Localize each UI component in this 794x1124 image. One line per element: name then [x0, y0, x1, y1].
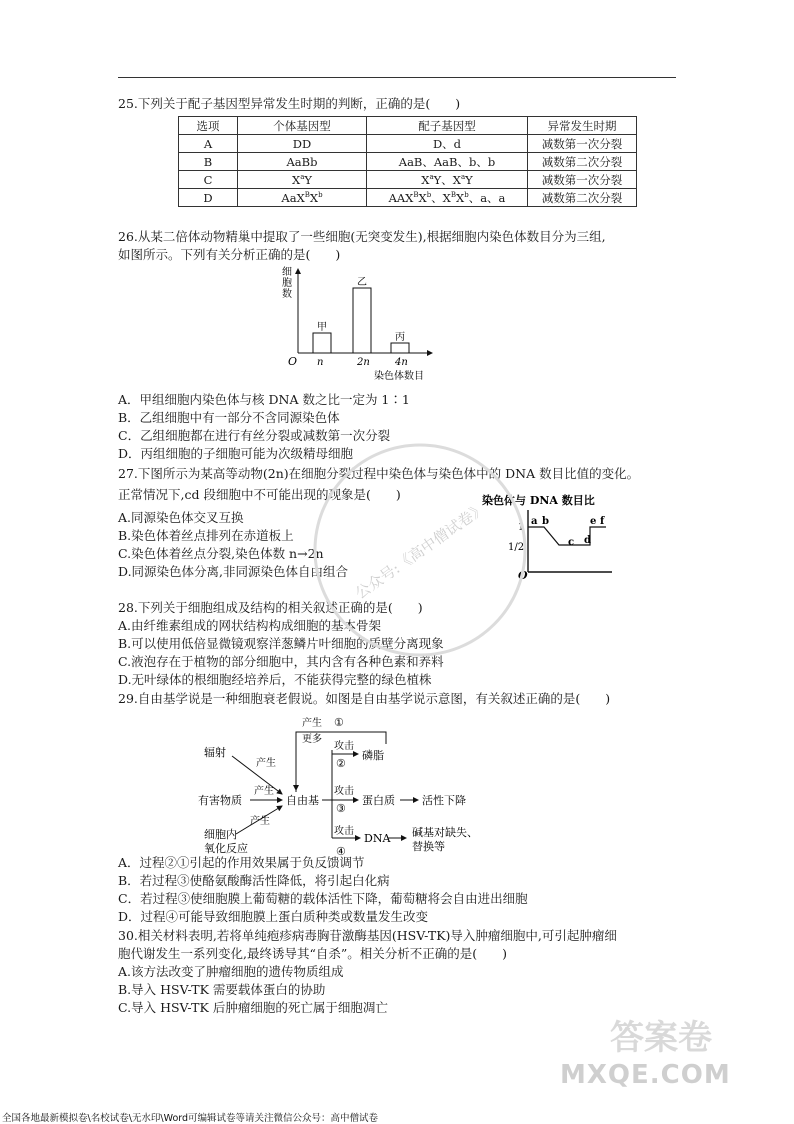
- target-phospholipid: 磷脂: [362, 749, 384, 762]
- q28-option-a: A.由纤维素组成的网状结构构成细胞的基本骨架: [118, 618, 382, 633]
- q30-stem-line2: 胞代谢发生一系列变化,最终诱导其“自杀”。相关分析不正确的是( ): [118, 946, 508, 961]
- q28-option-b: B.可以使用低倍显微镜观察洋葱鳞片叶细胞的质壁分离现象: [118, 636, 444, 651]
- table-cell: AaBb: [238, 153, 367, 171]
- q28-option-c: C.液泡存在于植物的部分细胞中，其内含有各种色素和养料: [118, 654, 444, 669]
- label-attack-1: 攻击: [334, 741, 354, 752]
- point-f: f: [600, 516, 605, 527]
- bar-2n: [353, 288, 371, 353]
- label-produce-3: 产生: [250, 816, 270, 827]
- q28-option-d: D.无叶绿体的根细胞经培养后，不能获得完整的绿色植株: [118, 672, 432, 687]
- point-b: b: [542, 516, 549, 527]
- table-header: 个体基因型: [238, 117, 367, 135]
- q26-option-b: B．乙组细胞中有一部分不含同源染色体: [118, 410, 340, 425]
- table-cell: $X^aY$: [238, 171, 367, 189]
- result-dna-2: 替换等: [412, 840, 445, 853]
- q27-option-c: C.染色体着丝点分裂,染色体数 n→2n: [118, 546, 324, 561]
- table-row: [179, 153, 637, 171]
- q26-option-a: A．甲组细胞内染色体与核 DNA 数之比一定为 1∶1: [118, 392, 410, 407]
- q29-option-c: C．若过程③使细胞膜上葡萄糖的载体活性下降，葡萄糖将会自由进出细胞: [118, 891, 528, 906]
- y-tick-half: 1/2: [508, 542, 525, 553]
- bar-label: 乙: [357, 277, 367, 288]
- source-radiation: 辐射: [204, 746, 226, 759]
- q30-option-a: A.该方法改变了肿瘤细胞的遗传物质组成: [118, 964, 344, 979]
- table-cell: C: [179, 171, 238, 189]
- table-cell: B: [179, 153, 238, 171]
- seal-text: 公众号:《高中僧试卷》: [351, 498, 490, 603]
- x-tick-label: n: [317, 357, 324, 368]
- site-watermark: MXQE.COM: [560, 1060, 731, 1090]
- point-c: c: [568, 537, 575, 548]
- x-axis-label: 染色体数目: [374, 371, 424, 382]
- q27-option-a: A.同源染色体交叉互换: [118, 510, 244, 525]
- target-protein: 蛋白质: [362, 794, 395, 807]
- source-oxidation-1: 细胞内: [204, 828, 237, 841]
- origin-label: O: [288, 355, 298, 368]
- label-produce-top: 产生: [302, 718, 322, 729]
- step-2: ②: [336, 757, 346, 770]
- point-a: a: [531, 516, 538, 527]
- bar-n: [313, 333, 331, 353]
- label-attack-2: 攻击: [334, 786, 354, 797]
- table-cell: D: [179, 189, 238, 207]
- result-dna-1: 碱基对缺失、: [412, 826, 478, 839]
- table-cell: 减数第二次分裂: [528, 153, 637, 171]
- bar-label: 甲: [317, 322, 327, 333]
- table-header: 异常发生时期: [528, 117, 637, 135]
- step-1: ①: [334, 716, 344, 729]
- source-oxidation-2: 氧化反应: [204, 842, 248, 855]
- q27-stem-line2: 正常情况下,cd 段细胞中不可能出现的现象是( ): [118, 487, 401, 502]
- table-cell: 减数第二次分裂: [528, 189, 637, 207]
- q28-stem: 28.下列关于细胞组成及结构的相关叙述正确的是( ): [118, 600, 423, 615]
- table-header-row: [179, 117, 637, 135]
- bar-label: 丙: [395, 332, 405, 343]
- table-cell: $AAX^BX^b$、$X^BX^b$、a、a: [367, 189, 528, 207]
- table-cell: 减数第一次分裂: [528, 171, 637, 189]
- q29-option-d: D．过程④可能导致细胞膜上蛋白质种类或数量发生改变: [118, 909, 429, 924]
- table-row: [179, 135, 637, 153]
- point-e: e: [590, 516, 597, 527]
- q30-option-b: B.导入 HSV-TK 需要载体蛋白的协助: [118, 982, 326, 997]
- bar-4n: [391, 343, 409, 353]
- source-harmful: 有害物质: [198, 794, 242, 807]
- q29-stem: 29.自由基学说是一种细胞衰老假说。如图是自由基学说示意图，有关叙述正确的是( ): [118, 691, 611, 706]
- q29-free-radical-diagram: [190, 712, 520, 860]
- q30-stem-line1: 30.相关材料表明,若将单纯疱疹病毒胸苷激酶基因(HSV-TK)导入肿瘤细胞中,可引起肿瘤细: [118, 928, 617, 943]
- table-cell: DD: [238, 135, 367, 153]
- header-rule: [118, 77, 676, 78]
- step-4: ④: [336, 845, 346, 858]
- target-dna: DNA: [364, 832, 391, 845]
- table-cell: $AaX^BX^b$: [238, 189, 367, 207]
- table-header: 配子基因型: [367, 117, 528, 135]
- q26-stem-line2: 如图所示。下列有关分析正确的是( ): [118, 247, 341, 262]
- table-cell: D、d: [367, 135, 528, 153]
- label-produce-2: 产生: [254, 786, 274, 797]
- table-cell: AaB、AaB、b、b: [367, 153, 528, 171]
- result-activity: 活性下降: [422, 794, 466, 807]
- label-more: 更多: [302, 734, 322, 745]
- label-attack-3: 攻击: [334, 826, 354, 837]
- origin-label: O: [518, 569, 528, 582]
- q26-option-c: C．乙组细胞都在进行有丝分裂或减数第一次分裂: [118, 428, 391, 443]
- answer-watermark: 答案卷: [610, 1018, 712, 1058]
- table-row: [179, 171, 637, 189]
- seal-watermark: [300, 430, 540, 670]
- x-tick-label: 4n: [395, 357, 408, 368]
- table-row: [179, 189, 637, 207]
- graph-title: 染色体与 DNA 数目比: [482, 494, 595, 507]
- footer-note: 全国各地最新模拟卷\名校试卷\无水印\Word可编辑试卷等请关注微信公众号：高中僧试卷: [2, 1113, 379, 1124]
- q29-option-a: A．过程②①引起的作用效果属于负反馈调节: [118, 855, 365, 870]
- q25-stem: 25.下列关于配子基因型异常发生时期的判断，正确的是( ): [118, 96, 461, 111]
- step-3: ③: [336, 802, 346, 815]
- q26-bar-chart: [270, 265, 440, 383]
- table-cell: 减数第一次分裂: [528, 135, 637, 153]
- y-tick-1: 1: [518, 522, 525, 533]
- table-header: 选项: [179, 117, 238, 135]
- q26-stem-line1: 26.从某二倍体动物精巢中提取了一些细胞(无突变发生),根据细胞内染色体数目分为三组,: [118, 229, 606, 244]
- q27-option-d: D.同源染色体分离,非同源染色体自由组合: [118, 564, 349, 579]
- q25-table: [178, 116, 637, 207]
- label-produce-1: 产生: [256, 758, 276, 769]
- table-cell: $X^aY$、$X^aY$: [367, 171, 528, 189]
- q29-option-b: B．若过程③使酪氨酸酶活性降低，将引起白化病: [118, 873, 390, 888]
- q27-option-b: B.染色体着丝点排列在赤道板上: [118, 528, 294, 543]
- table-cell: A: [179, 135, 238, 153]
- q27-stem-line1: 27.下图所示为某高等动物(2n)在细胞分裂过程中染色体与染色体中的 DNA 数目比值的变化。: [118, 466, 640, 481]
- x-tick-label: 2n: [357, 357, 370, 368]
- center-free-radical: 自由基: [286, 794, 319, 807]
- y-axis-label: 细胞数: [282, 267, 292, 300]
- q30-option-c: C.导入 HSV-TK 后肿瘤细胞的死亡属于细胞凋亡: [118, 1000, 388, 1015]
- q26-option-d: D．丙组细胞的子细胞可能为次级精母细胞: [118, 446, 354, 461]
- point-d: d: [584, 535, 591, 546]
